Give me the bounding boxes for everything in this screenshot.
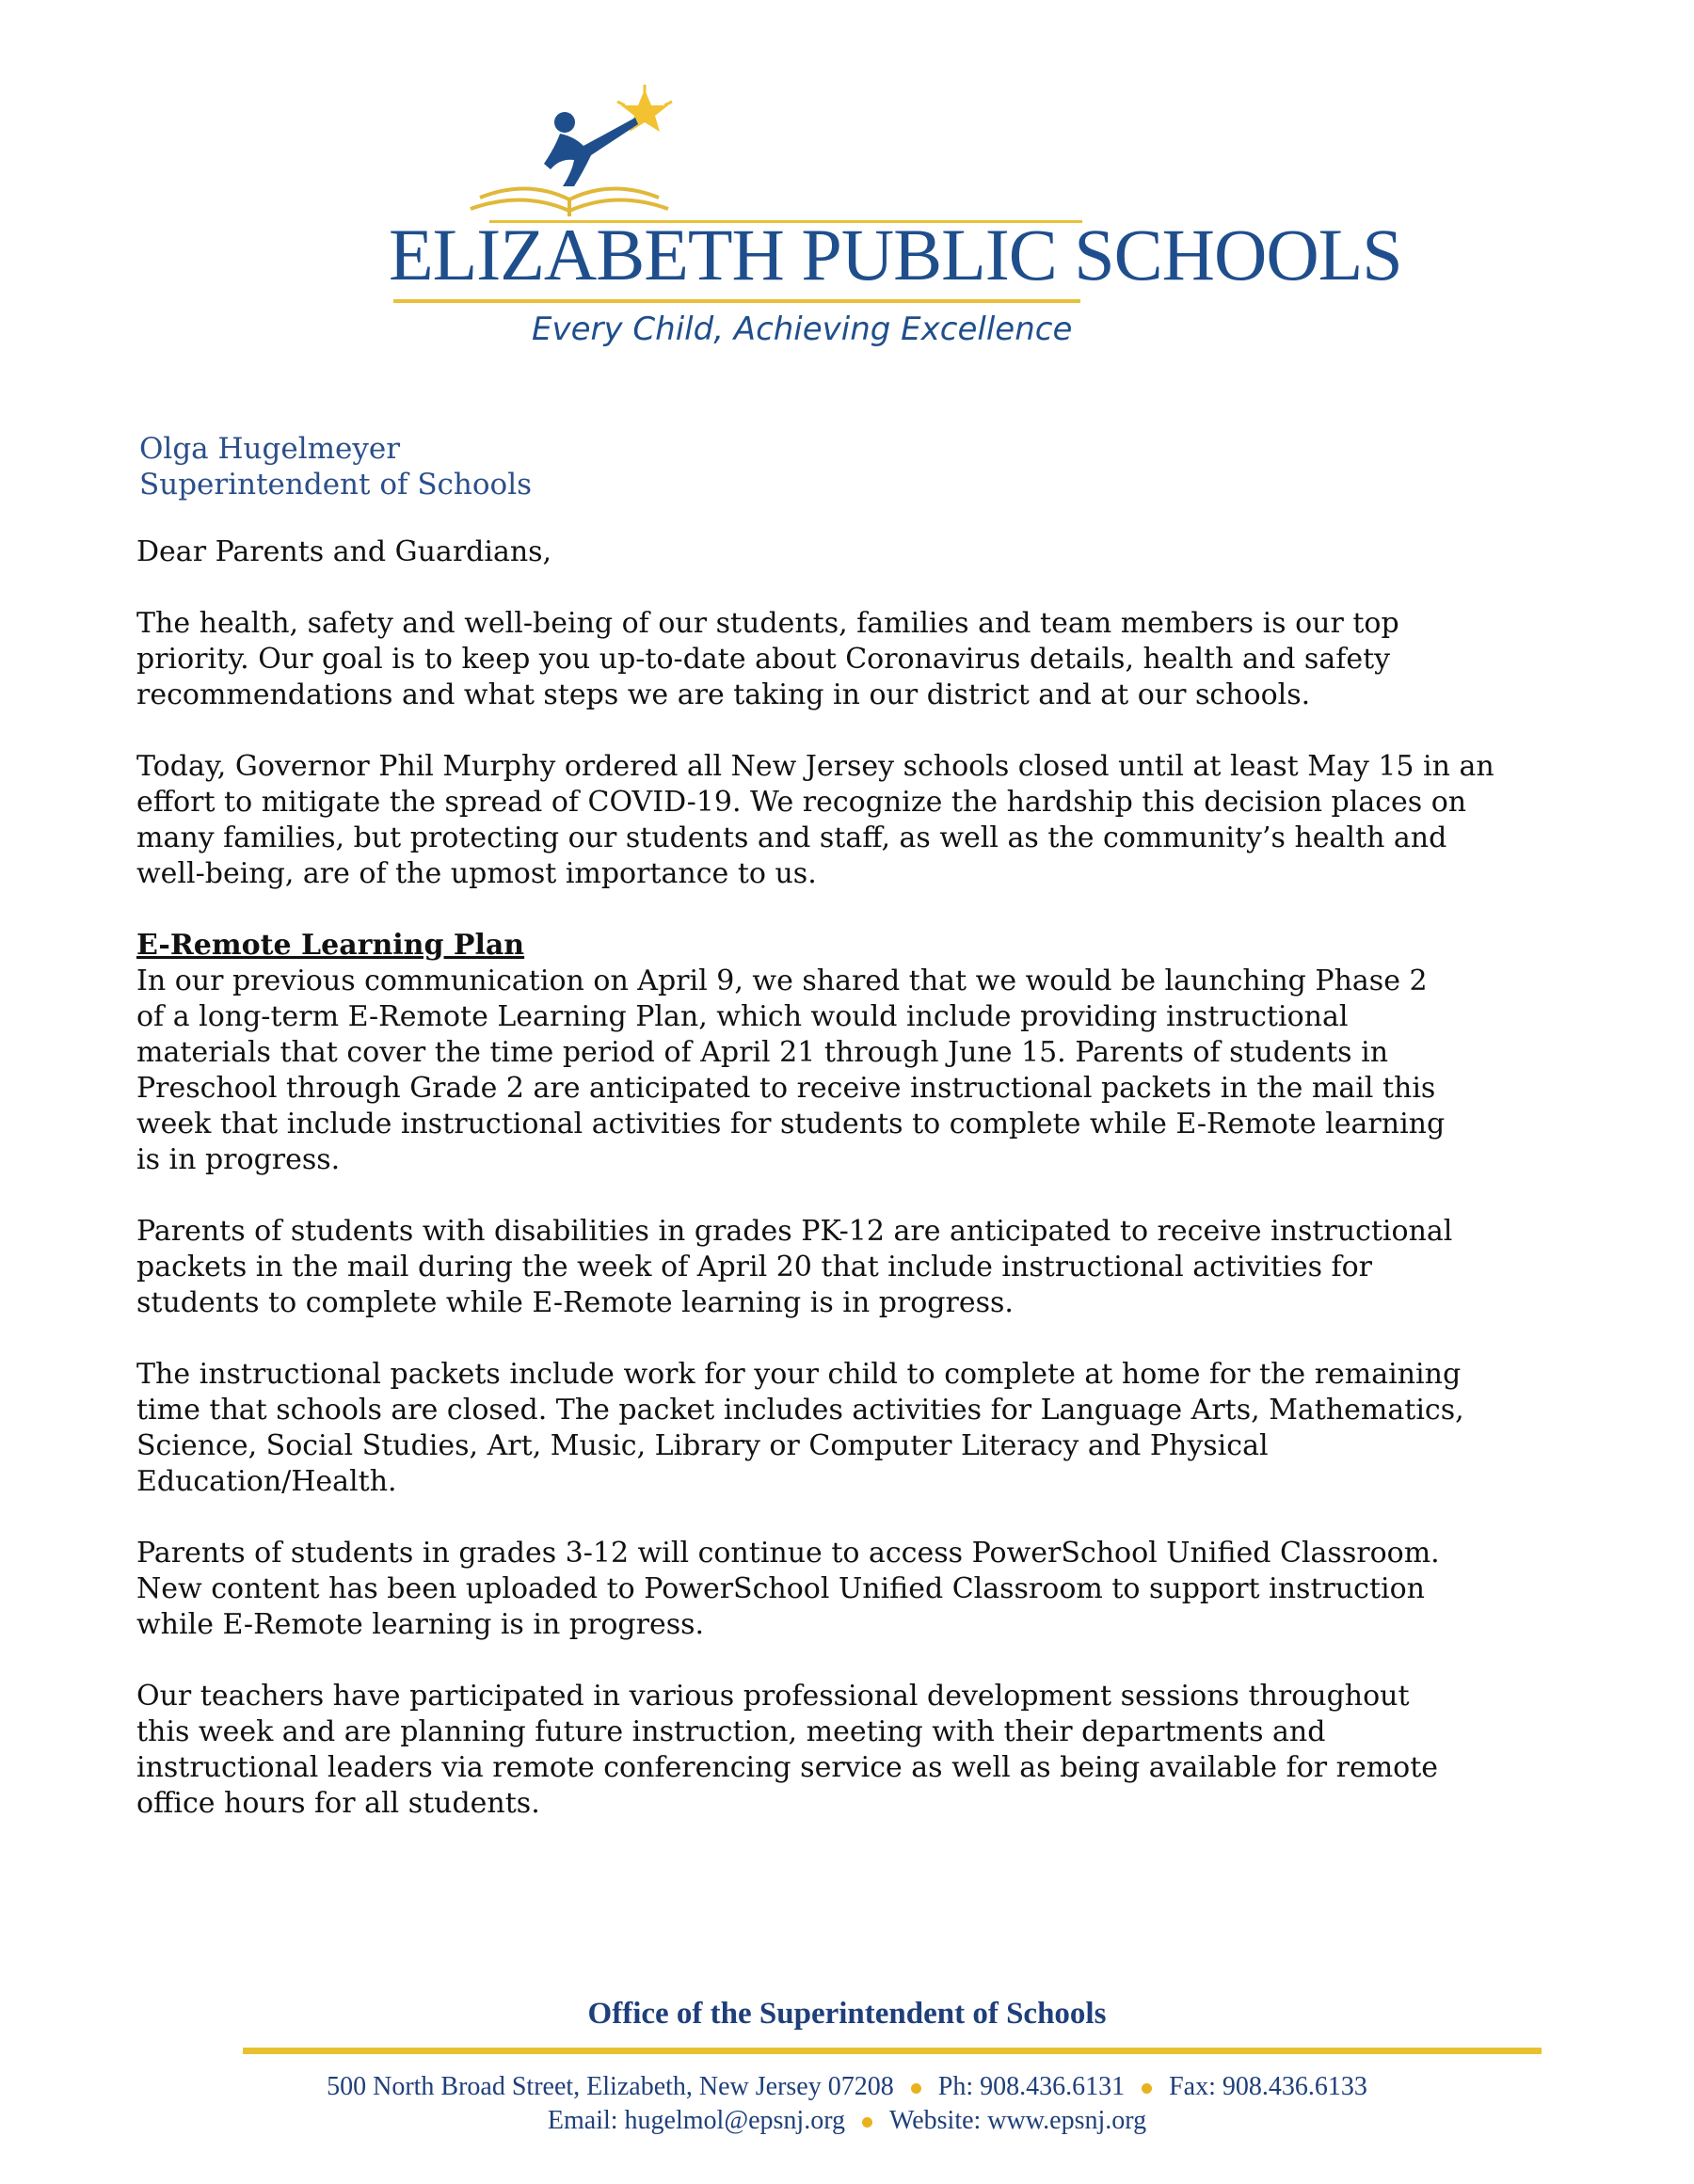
footer-contact-line-1 [0,2071,1694,2103]
district-logo-icon [442,85,687,226]
child-figure-icon [544,112,638,186]
district-tagline: Every Child, Achieving Excellence [532,311,1073,348]
footer-fax: Fax: 908.436.6133 [1169,2072,1367,2101]
open-book-icon [471,188,668,216]
footer-email[interactable]: Email: hugelmol@epsnj.org [547,2106,846,2135]
salutation: Dear Parents and Guardians, [136,535,552,568]
footer-phone: Ph: 908.436.6131 [937,2072,1126,2101]
footer-rule [243,2048,1542,2054]
footer-office-title: Office of the Superintendent of Schools [587,1997,1107,2031]
paragraph-1: The health, safety and well-being of our students, families and team members is our top priority. Our goal is to keep you up-to-date about Coronavirus details, health and safety recommendations and what steps we are taking in our district and at our schools. [136,607,1399,711]
bullet-dot-icon [911,2083,921,2094]
district-name: ELIZABETH PUBLIC SCHOOLS [389,214,1402,295]
footer-contact-line-2 [0,2105,1694,2137]
paragraph-3: In our previous communication on April 9, we shared that we would be launching Phase 2 of a long-term E-Remote Learning Plan, which would include providing instructional materials that cover the time period of April 21 through June 15. Parents of students in Preschool through Grade 2 are anticipated to receive instructional packets in the mail this week that include instructional activities for students to complete while E-Remote learning is in progress. [136,964,1446,1176]
sender-name: Olga Hugelmeyer [139,432,401,466]
paragraph-4: Parents of students with disabilities in grades PK-12 are anticipated to receive instructional packets in the mail during the week of April 20 that include instructional activities for students to complete while E-Remote learning is in progress. [136,1215,1453,1319]
bullet-dot-icon [862,2117,872,2128]
letter-body [136,534,1567,1857]
paragraph-7: Our teachers have participated in various professional development sessions throughout this week and are planning future instruction, meeting with their departments and instructional leaders via remote conferencing service as well as being available for remote office hours for all students. [136,1680,1439,1820]
paragraph-2: Today, Governor Phil Murphy ordered all New Jersey schools closed until at least May 15 in an effort to mitigate the spread of COVID-19. We recognize the hardship this decision places on many families, but protecting our students and staff, as well as the community’s health and well-being, are of the upmost importance to us. [136,750,1494,890]
paragraph-6: Parents of students in grades 3-12 will continue to access PowerSchool Unified Classroom. New content has been uploaded to PowerSchool Unified Classroom to support instruction while E-Remote learning is in progress. [136,1537,1440,1641]
footer-website[interactable]: Website: www.epsnj.org [889,2106,1147,2135]
bullet-dot-icon [1142,2083,1152,2094]
section-heading: E-Remote Learning Plan [136,929,525,962]
logo-bottom-rule [393,299,1080,303]
sender-title: Superintendent of Schools [139,468,533,502]
sender-block [139,431,532,502]
footer-address: 500 North Broad Street, Elizabeth, New Jersey 07208 [327,2072,894,2101]
paragraph-5: The instructional packets include work for your child to complete at home for the remaining time that schools are closed. The packet includes activities for Language Arts, Mathematics, Science, Social Studies, Art, Music, Library or Computer Literacy and Physical Education/Health. [136,1358,1464,1498]
